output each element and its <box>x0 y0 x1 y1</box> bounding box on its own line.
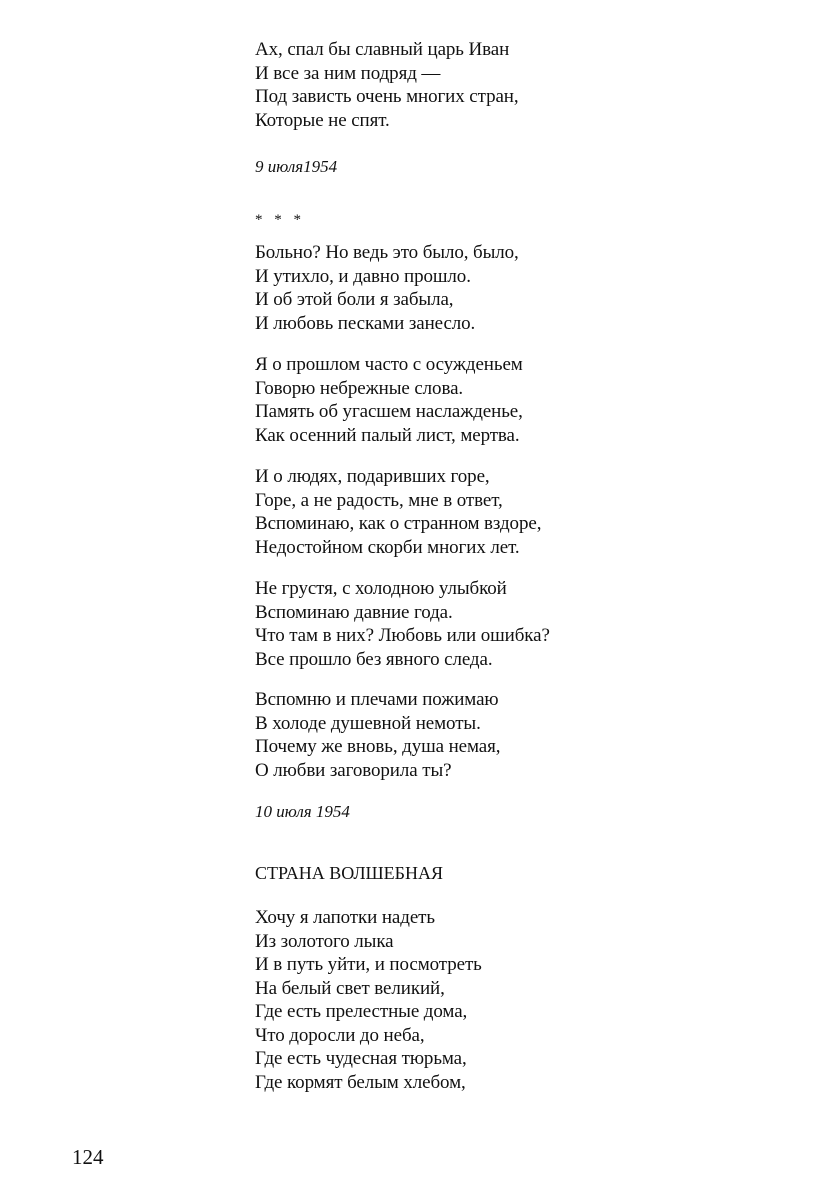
asterisks-separator: * * * <box>255 212 305 228</box>
verse-line: Где есть прелестные дома, <box>255 1001 468 1022</box>
verse-line: Под зависть очень многих стран, <box>255 86 519 107</box>
poem-date <box>255 801 735 823</box>
stanza-1 <box>255 906 735 1094</box>
verse-line: Вспомню и плечами пожимаю <box>255 689 499 710</box>
verse-line: И все за ним подряд — <box>255 62 441 84</box>
verse-line: На белый свет великий, <box>255 977 445 999</box>
poem-date-text: 9 июля1954 <box>255 157 338 176</box>
stanza-2 <box>255 353 735 447</box>
stanza-5 <box>255 688 735 782</box>
stanza-3 <box>255 465 735 559</box>
verse-line: Недостойном скорби многих лет. <box>255 536 520 558</box>
poem-title <box>255 862 735 884</box>
verse-line: Где есть чудесная тюрьма, <box>255 1048 467 1069</box>
verse-line: Хочу я лапотки надеть <box>255 907 435 928</box>
verse-line: Больно? Но ведь это было, было, <box>255 242 519 263</box>
poem-ending-stanza <box>255 38 735 132</box>
verse-line: Я о прошлом часто с осужденьем <box>255 354 523 375</box>
stanza-1 <box>255 241 735 335</box>
verse-line: Ах, спал бы славный царь Иван <box>255 39 510 60</box>
verse-line: О любви заговорила ты? <box>255 759 452 781</box>
verse-line: Все прошло без явного следа. <box>255 648 493 670</box>
verse-line: И о людях, подаривших горе, <box>255 466 490 487</box>
stanza-4 <box>255 577 735 671</box>
verse-line: Горе, а не радость, мне в ответ, <box>255 489 503 511</box>
verse-line: Не грустя, с холодною улыбкой <box>255 578 507 599</box>
verse-line: Что доросли до неба, <box>255 1024 425 1046</box>
verse-line: И в путь уйти, и посмотреть <box>255 954 482 975</box>
verse-line: Что там в них? Любовь или ошибка? <box>255 625 550 646</box>
verse-line: Вспоминаю давние года. <box>255 601 453 623</box>
page-number: 124 <box>72 1145 104 1169</box>
verse-line: Говорю небрежные слова. <box>255 377 464 399</box>
verse-line: И об этой боли я забыла, <box>255 289 454 310</box>
verse-line: Память об угасшем наслажденье, <box>255 401 523 422</box>
verse-line: Из золотого лыка <box>255 930 394 952</box>
verse-line: Вспоминаю, как о странном вздоре, <box>255 513 542 534</box>
poem-date <box>255 156 735 178</box>
verse-line: В холоде душевной немоты. <box>255 712 481 734</box>
poem-date-text: 10 июля 1954 <box>255 802 350 821</box>
verse-line: Где кормят белым хлебом, <box>255 1071 466 1093</box>
verse-line: И любовь песками занесло. <box>255 312 476 334</box>
verse-line: Которые не спят. <box>255 109 390 131</box>
verse-line: Почему же вновь, душа немая, <box>255 736 501 757</box>
poem-separator <box>255 210 735 230</box>
poem-title-text: СТРАНА ВОЛШЕБНАЯ <box>255 863 444 883</box>
verse-line: И утихло, и давно прошло. <box>255 265 471 287</box>
verse-line: Как осенний палый лист, мертва. <box>255 424 520 446</box>
